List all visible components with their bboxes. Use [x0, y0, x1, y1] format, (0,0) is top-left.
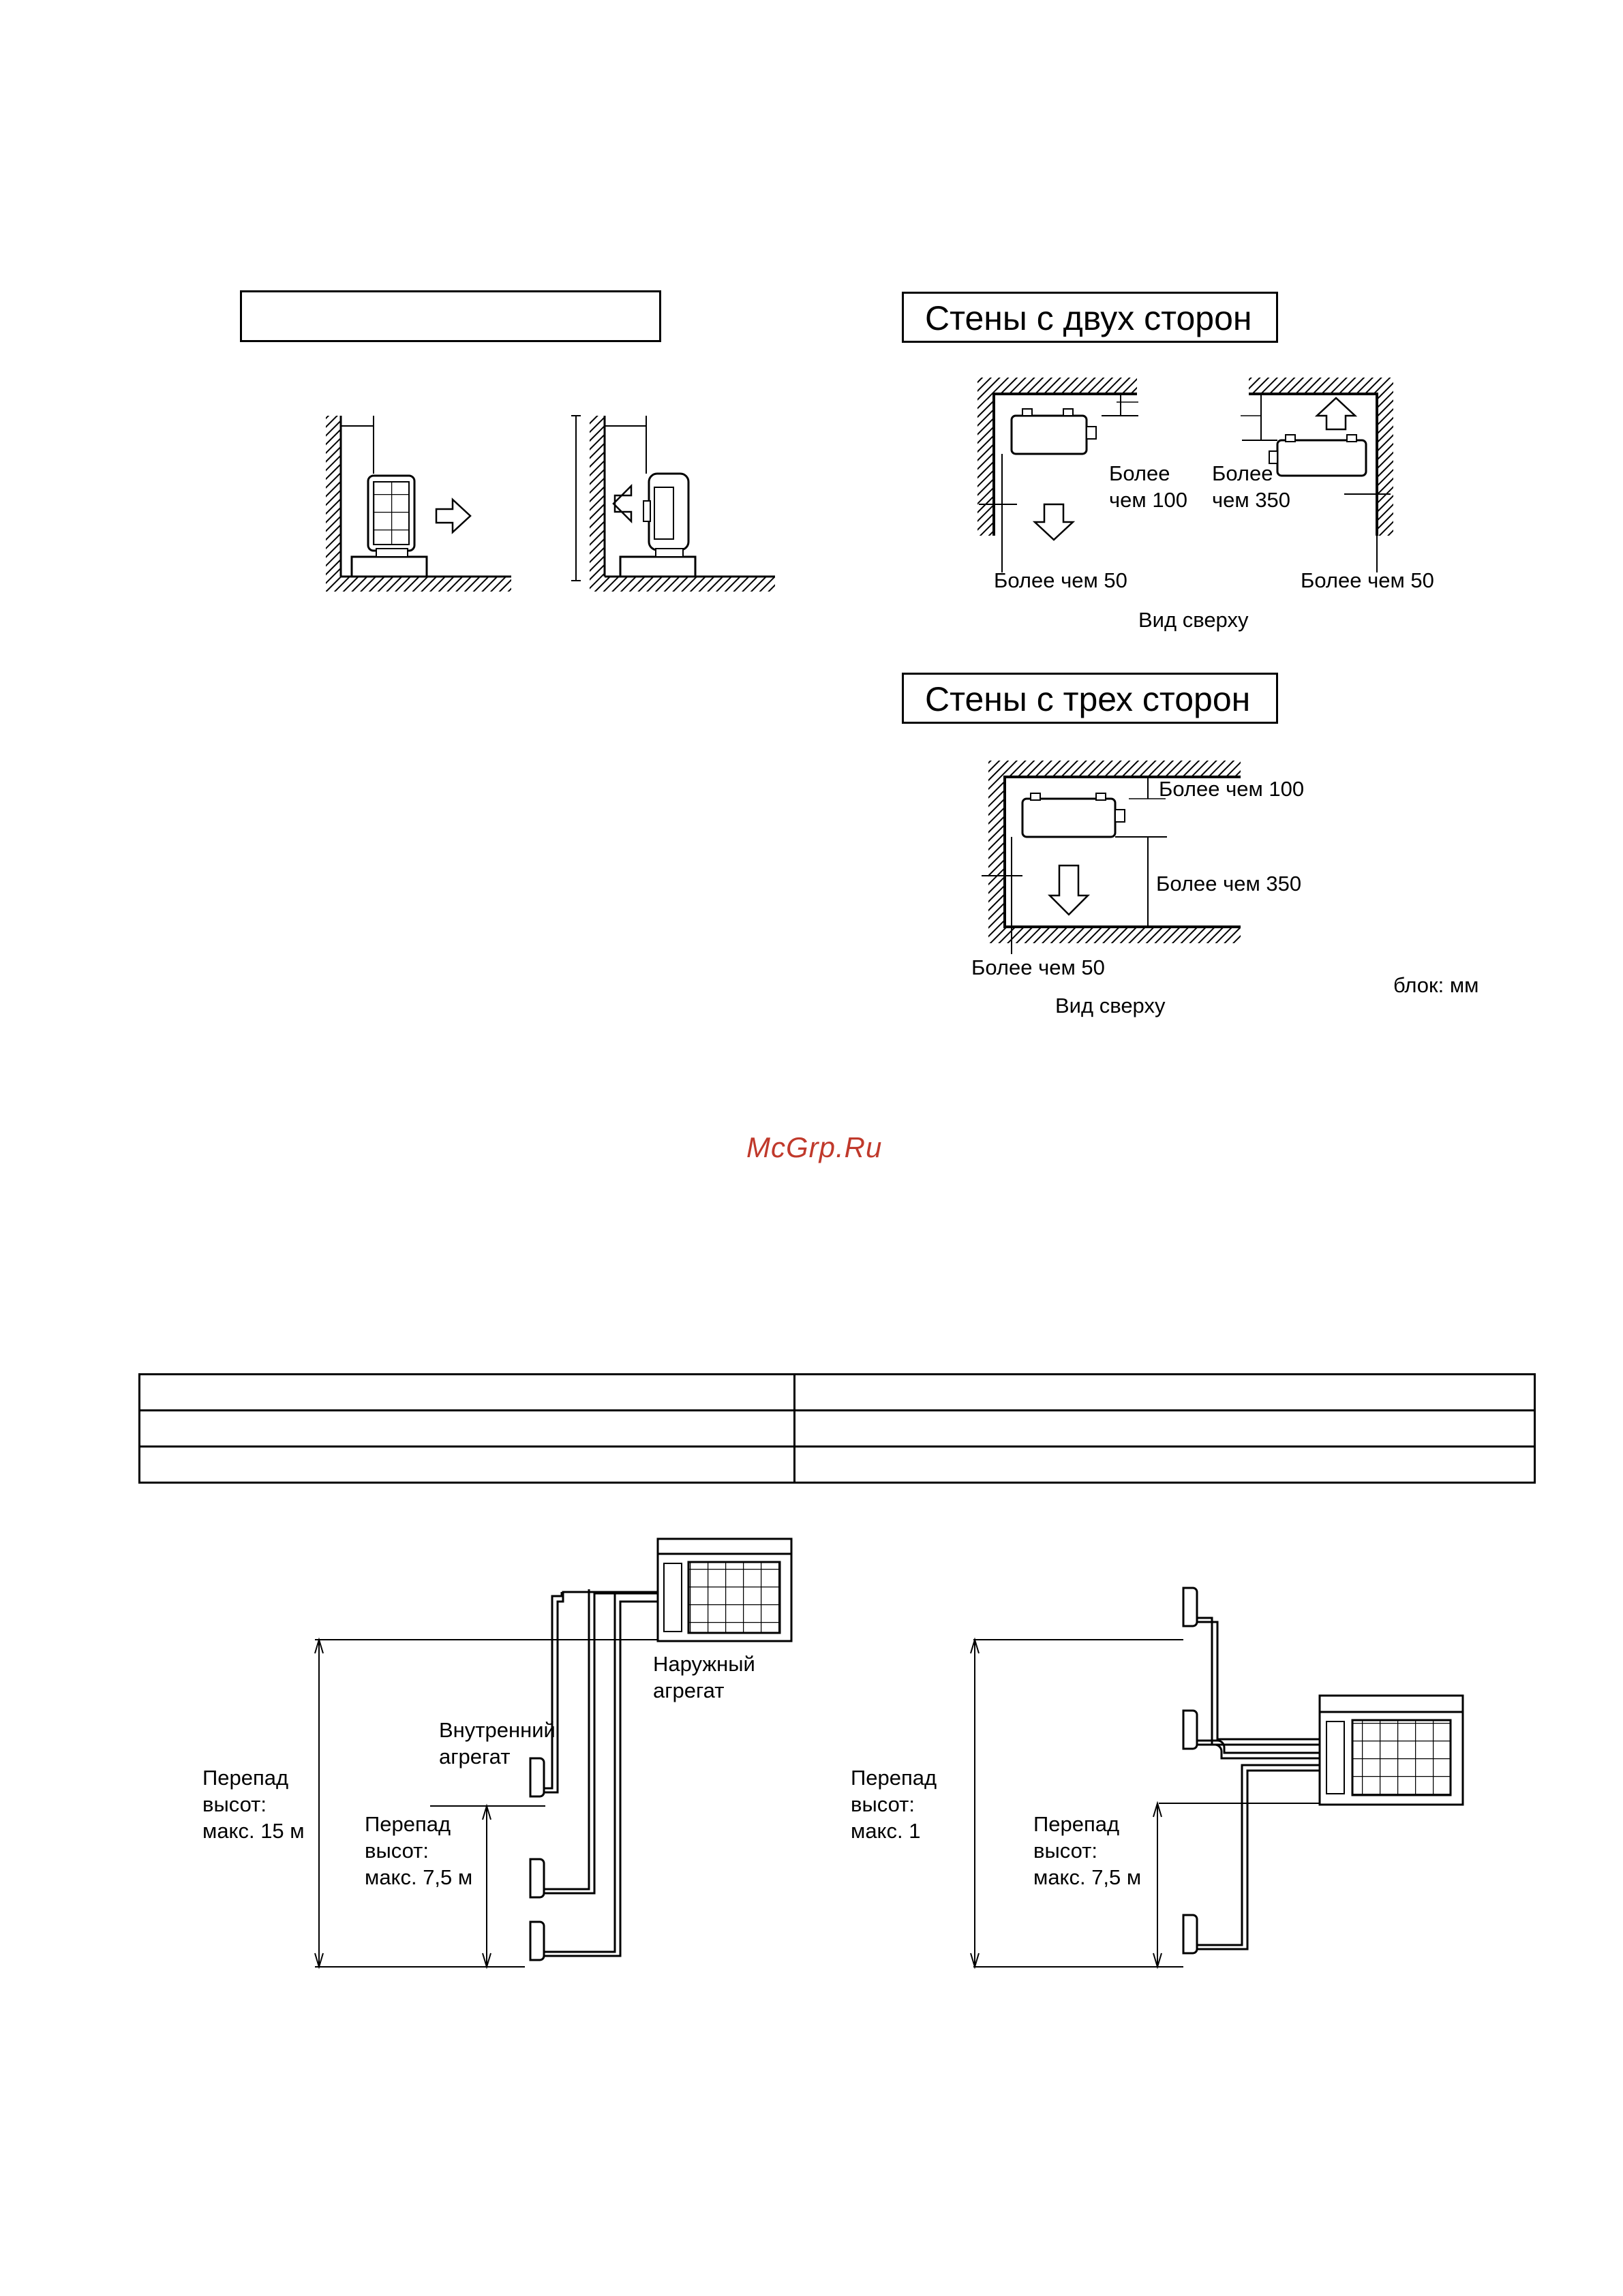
indoor-unit — [530, 1922, 544, 1960]
three-walls-100-label: Более чем 100 — [1159, 777, 1305, 801]
three-walls-view-label: Вид сверху — [1055, 994, 1166, 1017]
watermark: McGrp.Ru — [746, 1131, 883, 1163]
base-block — [352, 557, 427, 577]
three-walls-title-box — [902, 673, 1278, 724]
three-walls-title: Стены с трех сторон — [925, 680, 1251, 718]
arrow-up-icon — [1317, 398, 1355, 429]
indoor-unit — [1183, 1915, 1197, 1953]
indoor-unit — [530, 1859, 544, 1897]
indoor-unit — [1183, 1588, 1197, 1626]
table-row — [140, 1411, 1535, 1447]
table-cell — [795, 1411, 1535, 1447]
two-walls-left-100-label: Более чем 100 — [1109, 461, 1188, 512]
indoor-unit-top — [1012, 416, 1087, 454]
height-diff-total-label: Перепад высот: макс. 15 м — [202, 1766, 305, 1843]
arrow-down-icon — [1050, 866, 1088, 915]
height-diff-indoor-label: Перепад высот: макс. 7,5 м — [1033, 1812, 1142, 1889]
two-walls-title-box — [902, 292, 1278, 343]
table-cell — [140, 1375, 795, 1411]
table-row — [140, 1375, 1535, 1411]
table-cell — [140, 1411, 795, 1447]
arrow-right-icon — [436, 500, 470, 532]
piping-diagram-right — [954, 1581, 1486, 1963]
two-walls-right-50-label: Более чем 50 — [1301, 568, 1434, 592]
indoor-unit-label: Внутренний агрегат — [439, 1718, 556, 1769]
table-cell — [140, 1447, 795, 1483]
three-walls-50-label: Более чем 50 — [971, 955, 1105, 979]
section-heading-box — [240, 290, 661, 342]
arrow-left-icon — [613, 486, 631, 521]
table-row — [140, 1447, 1535, 1483]
height-diff-indoor-label: Перепад высот: макс. 7,5 м — [365, 1812, 473, 1889]
piping-diagram-left — [300, 1533, 845, 1956]
outdoor-unit-top — [1277, 440, 1366, 476]
two-walls-left-50-label: Более чем 50 — [994, 568, 1127, 592]
two-walls-title: Стены с двух сторон — [925, 299, 1252, 337]
arrow-down-icon — [1035, 504, 1073, 540]
spec-table — [138, 1373, 1536, 1484]
indoor-unit — [1183, 1711, 1197, 1749]
table-cell — [795, 1447, 1535, 1483]
outdoor-unit-label: Наружный агрегат — [653, 1652, 755, 1702]
table-cell — [795, 1375, 1535, 1411]
two-walls-right-350-label: Более чем 350 — [1212, 461, 1291, 512]
three-walls-350-label: Более чем 350 — [1156, 872, 1302, 896]
unit-label: блок: мм — [1393, 973, 1479, 997]
height-diff-total-label: Перепад высот: макс. 1 — [851, 1766, 937, 1843]
floor-hatch — [341, 577, 511, 592]
side-clearance-diagram — [320, 405, 770, 603]
indoor-unit-top — [1022, 799, 1115, 837]
wall-hatch — [326, 416, 341, 592]
two-walls-view-label: Вид сверху — [1138, 608, 1249, 632]
